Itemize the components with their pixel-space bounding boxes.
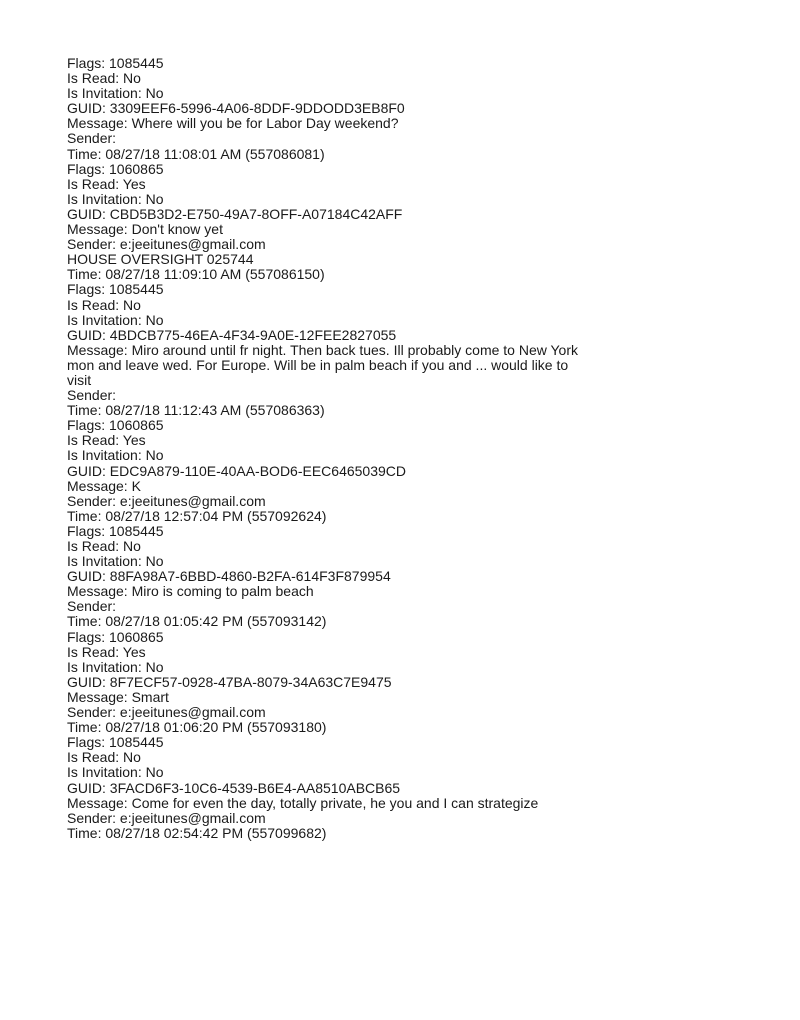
time-line: Time: 08/27/18 12:57:04 PM (557092624) [67, 507, 327, 524]
message-line: Message: K [67, 477, 141, 494]
flags-line: Flags: 1085445 [67, 281, 164, 298]
time-line: Time: 08/27/18 02:54:42 PM (557099682) [67, 824, 327, 841]
sender-line: Sender: e:jeeitunes@gmail.com [67, 704, 266, 721]
sender-line: Sender: [67, 130, 117, 147]
is-invitation-line: Is Invitation: No [67, 764, 164, 781]
message-line: Message: Miro is coming to palm beach [67, 583, 314, 600]
guid-line: GUID: 3309EEF6-5996-4A06-8DDF-9DDODD3EB8F0 [67, 100, 405, 117]
flags-line: Flags: 1060865 [67, 160, 164, 177]
is-read-line: Is Read: Yes [67, 432, 146, 449]
is-invitation-line: Is Invitation: No [67, 658, 164, 675]
guid-line: GUID: 4BDCB775-46EA-4F34-9A0E-12FEE2827055 [67, 326, 397, 343]
is-invitation-line: Is Invitation: No [67, 190, 164, 207]
is-read-line: Is Read: No [67, 296, 141, 313]
is-invitation-line: Is Invitation: No [67, 311, 164, 328]
message-line: Message: Where will you be for Labor Day weekend? [67, 115, 399, 132]
document-body [67, 56, 667, 841]
sender-line: Sender: [67, 387, 117, 404]
bates-stamp: HOUSE OVERSIGHT 025744 [67, 251, 254, 268]
message-continuation-line: mon and leave wed. For Europe. Will be in palm beach if you and ... would like to [67, 356, 569, 373]
message-line: Message: Come for even the day, totally private, he you and I can strategize [67, 794, 539, 811]
is-invitation-line: Is Invitation: No [67, 553, 164, 570]
is-invitation-line: Is Invitation: No [67, 447, 164, 464]
message-line: Message: Miro around until fr night. Then back tues. Ill probably come to New York [67, 341, 579, 358]
time-line: Time: 08/27/18 11:12:43 AM (557086363) [67, 402, 325, 419]
is-invitation-line: Is Invitation: No [67, 85, 164, 102]
sender-line: Sender: e:jeeitunes@gmail.com [67, 236, 266, 253]
is-read-line: Is Read: Yes [67, 643, 146, 660]
flags-line: Flags: 1085445 [67, 734, 164, 751]
flags-line: Flags: 1060865 [67, 628, 164, 645]
is-read-line: Is Read: No [67, 538, 141, 554]
flags-line: Flags: 1085445 [67, 55, 164, 71]
is-read-line: Is Read: No [67, 749, 141, 766]
flags-line: Flags: 1060865 [67, 417, 164, 434]
guid-line: GUID: EDC9A879-110E-40AA-BOD6-EEC6465039CD [67, 462, 407, 479]
time-line: Time: 08/27/18 11:09:10 AM (557086150) [67, 266, 325, 283]
sender-line: Sender: [67, 598, 117, 615]
time-line: Time: 08/27/18 11:08:01 AM (557086081) [67, 145, 325, 162]
time-line: Time: 08/27/18 01:06:20 PM (557093180) [67, 719, 327, 736]
guid-line: GUID: 3FACD6F3-10C6-4539-B6E4-AA8510ABCB65 [67, 779, 401, 796]
message-line: Message: Don't know yet [67, 221, 223, 238]
message-line: Message: Smart [67, 688, 169, 705]
message-continuation-line: visit [67, 371, 92, 388]
flags-line: Flags: 1085445 [67, 522, 164, 539]
is-read-line: Is Read: No [67, 70, 141, 87]
time-line: Time: 08/27/18 01:05:42 PM (557093142) [67, 613, 327, 630]
sender-line: Sender: e:jeeitunes@gmail.com [67, 492, 266, 509]
sender-line: Sender: e:jeeitunes@gmail.com [67, 809, 266, 826]
guid-line: GUID: CBD5B3D2-E750-49A7-8OFF-A07184C42AFF [67, 205, 403, 222]
guid-line: GUID: 88FA98A7-6BBD-4860-B2FA-614F3F879954 [67, 568, 391, 585]
guid-line: GUID: 8F7ECF57-0928-47BA-8079-34A63C7E9475 [67, 673, 392, 690]
is-read-line: Is Read: Yes [67, 175, 146, 192]
